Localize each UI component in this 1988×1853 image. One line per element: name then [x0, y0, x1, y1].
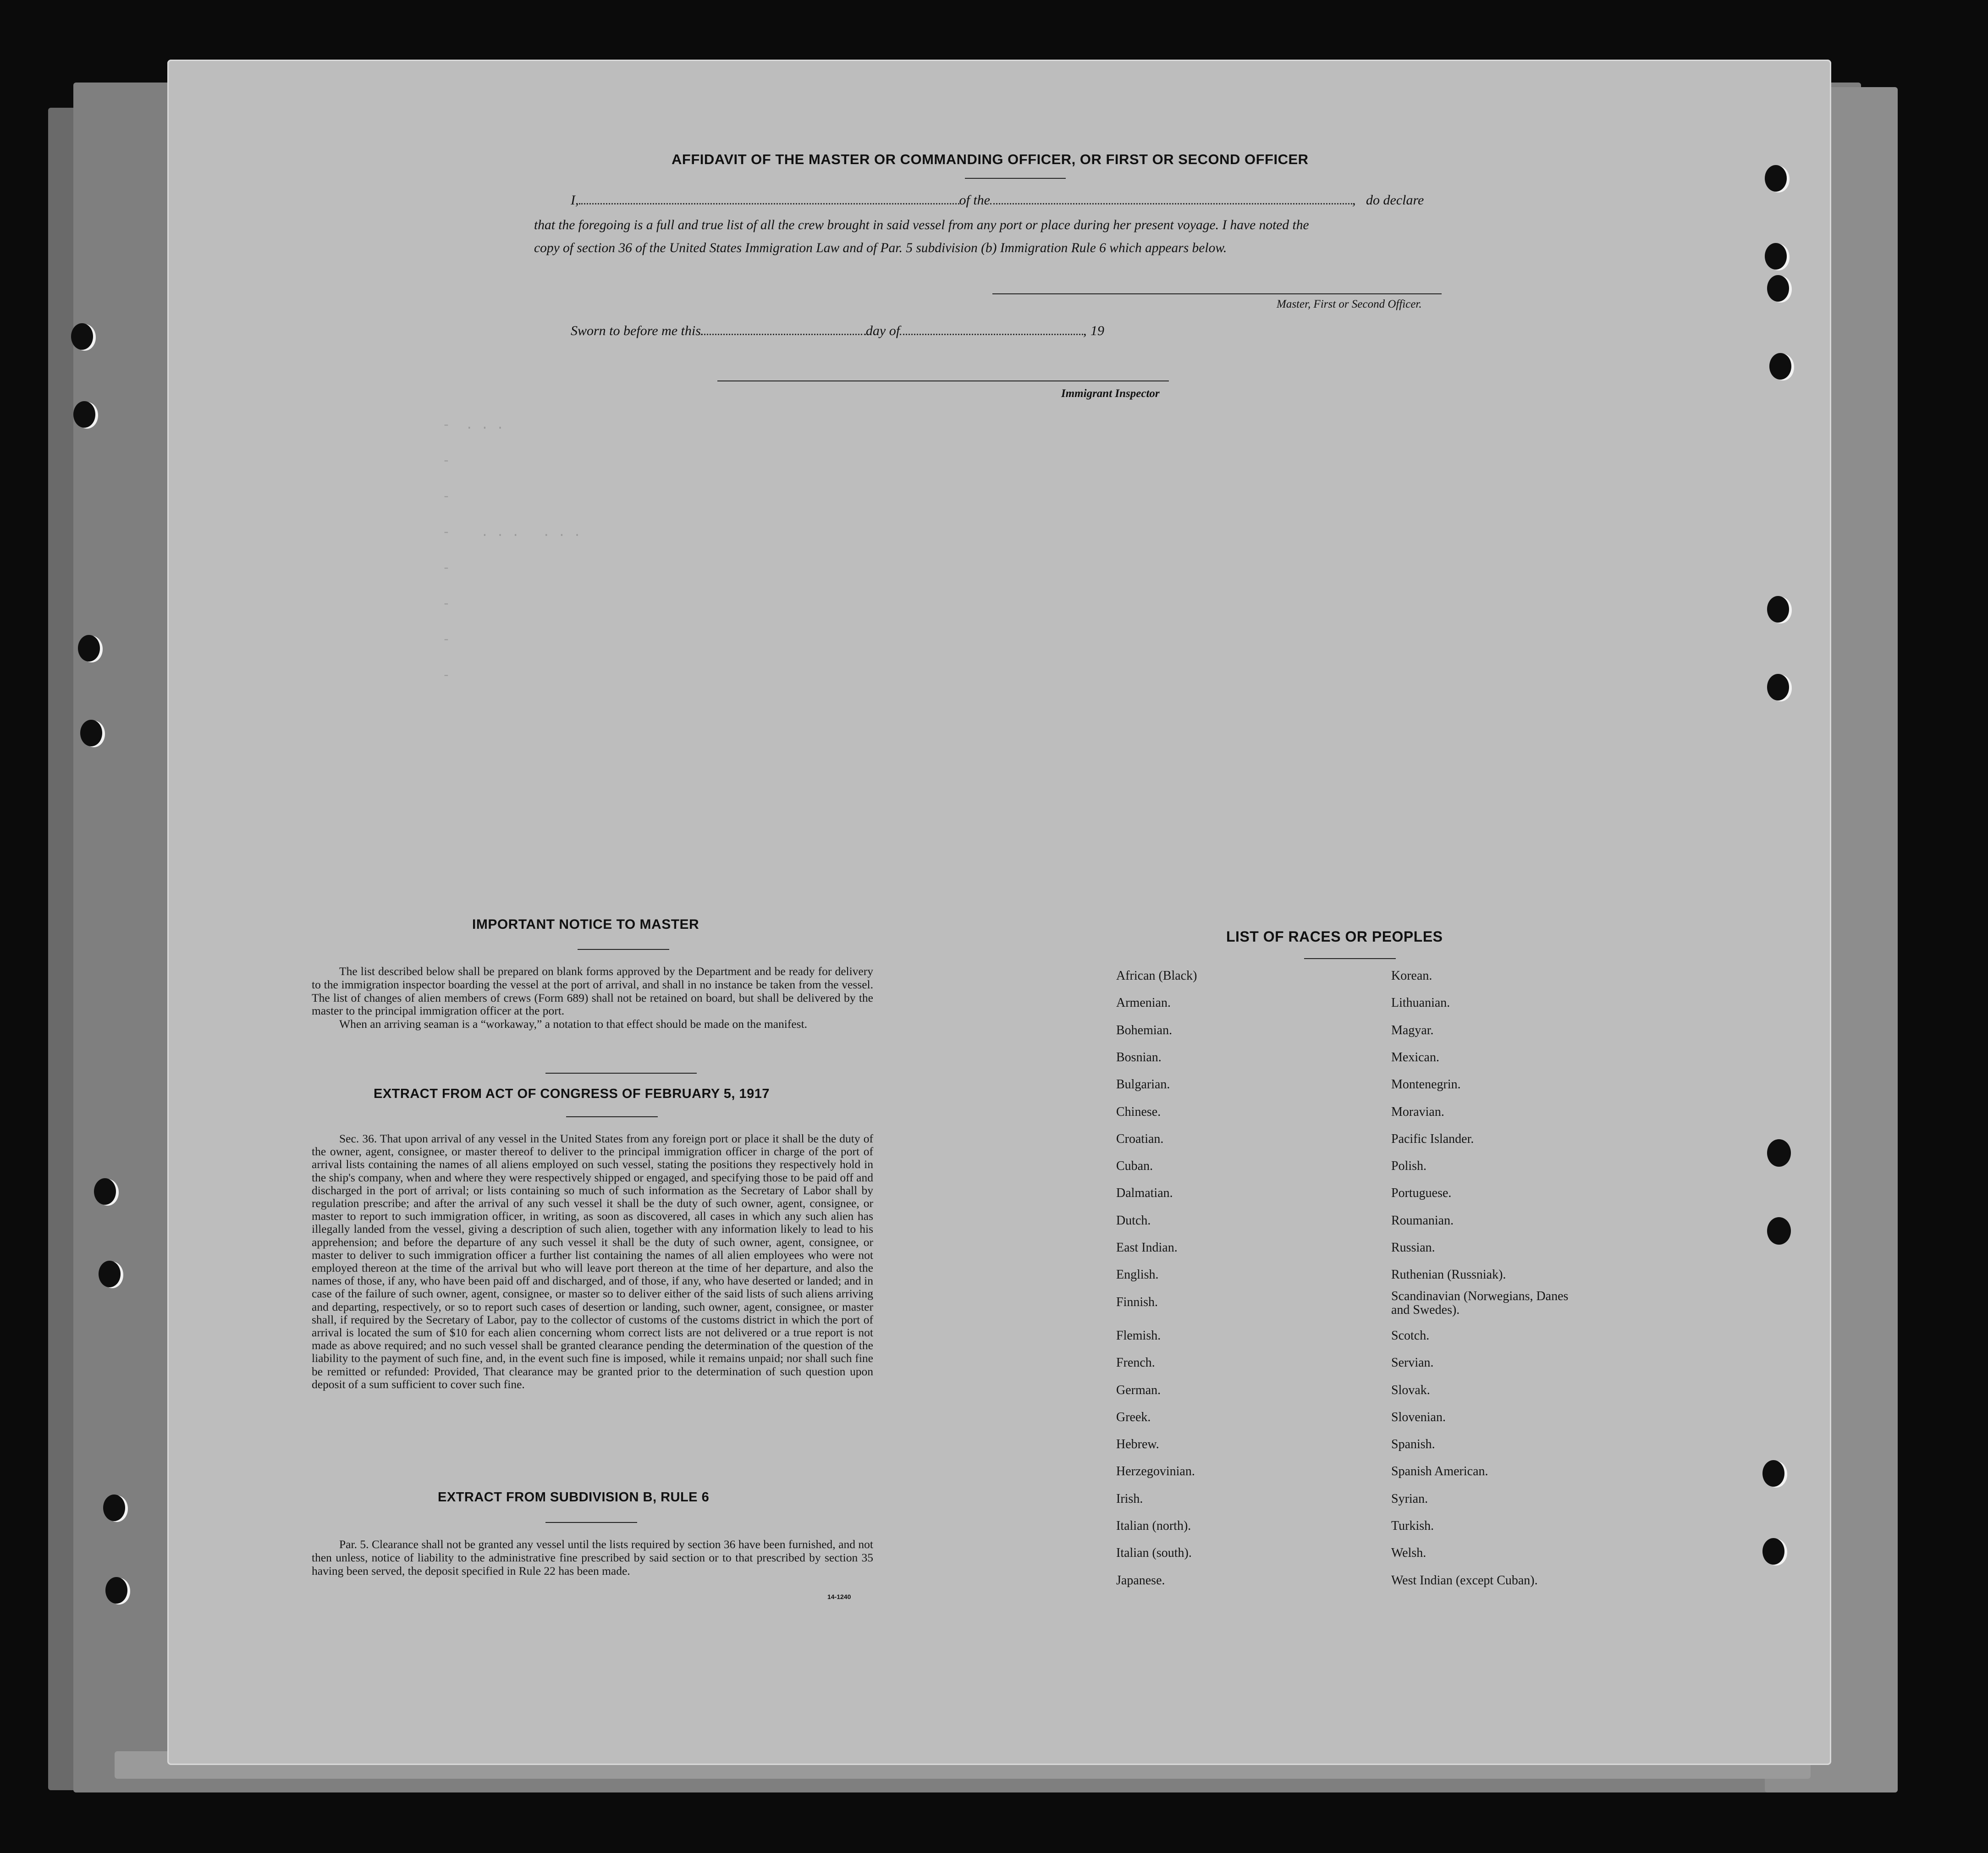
sworn-mid: day of	[865, 323, 900, 338]
notice-heading-rule	[578, 949, 669, 950]
race-item: French.	[1116, 1356, 1155, 1370]
paragraph-5-text: Par. 5. Clearance shall not be granted any vessel until the lists required by section 36 have been furnished, and not then unless, notice of liability to the administrative fine prescribed by said section or to that prescribed by section 35 having been served, the deposit specified in Rule 22 has been made.	[312, 1538, 873, 1577]
punch-hole	[73, 401, 95, 428]
race-item: Scandinavian (Norwegians, Danes and Swedes).	[1391, 1289, 1569, 1317]
race-item: Italian (south).	[1116, 1546, 1192, 1561]
affidavit-line-1-end: do declare	[1366, 193, 1424, 208]
notice-paragraph-2: When an arriving seaman is a “workaway,” a notation to that effect should be made on the manifest.	[339, 1017, 808, 1031]
inspector-caption: Immigrant Inspector	[1061, 387, 1160, 400]
race-item: Spanish.	[1391, 1437, 1435, 1452]
affidavit-line-1-start: I,	[571, 193, 579, 208]
signature-caption: Master, First or Second Officer.	[1277, 298, 1422, 310]
affidavit-heading-rule	[965, 178, 1066, 179]
punch-hole	[1762, 1460, 1784, 1487]
race-item: Hebrew.	[1116, 1437, 1159, 1452]
race-item: Dutch.	[1116, 1213, 1151, 1228]
race-item: Croatian.	[1116, 1131, 1164, 1146]
race-item: Mexican.	[1391, 1050, 1439, 1064]
race-item: Spanish American.	[1391, 1464, 1488, 1479]
notice-text	[312, 965, 873, 1031]
punch-hole	[1762, 1538, 1784, 1565]
race-item: Dalmatian.	[1116, 1186, 1173, 1201]
affidavit-heading: AFFIDAVIT OF THE MASTER OR COMMANDING OFFICER, OR FIRST OR SECOND OFFICER	[672, 151, 1309, 167]
race-item: Irish.	[1116, 1491, 1143, 1506]
section-36-text: Sec. 36. That upon arrival of any vessel in the United States from any foreign port or place it shall be the duty of the owner, agent, consignee, or master thereof to deliver to the principal immigration officer in charge of the port of arrival lists containing the names of all aliens employed on such vessel, stating the positions they respectively hold in the ship's company, when and where they were respectively shipped or engaged, and specifying those to be paid off and discharged in the port of arrival; or lists containing so much of such information as the Secretary of Labor shall by regulation prescribe; and after the arrival of any such vessel it shall be the duty of such owner, agent, consignee, or master to report to such immigration officer, in writing, as soon as discovered, all cases in which any such alien has illegally landed from the vessel, giving a description of such alien, together with any information likely to lead to his apprehension; and before the departure of any such vessel it shall be the duty of such owner, agent, consignee, or master to deliver to such immigration officer a further list containing the names of all alien employees who were not employed thereon at the time of the arrival but who will leave port thereon at the time of her departure, and also the names of those, if any, who have been paid off and discharged, and of those, if any, who have deserted or landed; and in case of the failure of such owner, agent, consignee, or master so to deliver either of the said lists of such aliens arriving and departing, respectively, or so to report such cases of desertion or landing, such owner, agent, consignee, or master shall, if required by the Secretary of Labor, pay to the collector of customs of the customs district in which the port of arrival is located the sum of $10 for each alien concerning whom correct lists are not delivered or a true report is not made as above required; and no such vessel shall be granted clearance pending the determination of the question of the liability to the payment of such fine, and, in the event such fine is imposed, while it remains unpaid; nor shall such fine be remitted or refunded: Provided, That clearance may be granted prior to the determination of such question upon deposit of a sum sufficient to cover such fine.	[312, 1132, 873, 1391]
race-item: Ruthenian (Russniak).	[1391, 1268, 1506, 1282]
act-extract-heading: EXTRACT FROM ACT OF CONGRESS OF FEBRUARY 5, 1917	[374, 1086, 770, 1101]
race-item: Bulgarian.	[1116, 1077, 1170, 1092]
punch-hole	[105, 1577, 127, 1604]
race-item: Russian.	[1391, 1241, 1435, 1255]
vessel-blank[interactable]	[990, 203, 1352, 204]
rule-extract-text	[312, 1538, 873, 1577]
race-item: German.	[1116, 1383, 1161, 1397]
race-item: Moravian.	[1391, 1104, 1444, 1119]
sworn-line: Sworn to before me this day of , 19	[571, 323, 1105, 338]
affidavit-line-2: that the foregoing is a full and true list of all the crew brought in said vessel from any port or place during her present voyage. I have noted the	[534, 218, 1309, 232]
notice-end-rule	[545, 1073, 697, 1074]
race-item: African (Black)	[1116, 969, 1197, 983]
race-item: English.	[1116, 1268, 1159, 1282]
race-item: Scotch.	[1391, 1328, 1430, 1343]
punch-hole	[94, 1178, 116, 1205]
punch-hole	[1767, 275, 1789, 302]
punch-hole	[99, 1261, 121, 1287]
sworn-end: 19	[1090, 323, 1105, 338]
races-heading: LIST OF RACES OR PEOPLES	[1226, 928, 1443, 945]
punch-hole	[103, 1495, 125, 1521]
race-item: Finnish.	[1116, 1295, 1158, 1309]
punch-hole	[80, 720, 102, 746]
race-item: Servian.	[1391, 1356, 1434, 1370]
race-item: Herzegovinian.	[1116, 1464, 1195, 1479]
rule-extract-heading: EXTRACT FROM SUBDIVISION B, RULE 6	[438, 1490, 710, 1505]
race-item: Welsh.	[1391, 1546, 1426, 1561]
affidavit-line-3: copy of section 36 of the United States Immigration Law and of Par. 5 subdivision (b) Immigration Rule 6 which appears below.	[534, 241, 1227, 255]
race-item: Cuban.	[1116, 1159, 1153, 1174]
race-item: Italian (north).	[1116, 1519, 1191, 1533]
race-item: Lithuanian.	[1391, 996, 1450, 1010]
race-item: Slovak.	[1391, 1383, 1430, 1397]
sworn-start: Sworn to before me this	[571, 323, 701, 338]
punch-hole	[1769, 353, 1791, 380]
race-item: Magyar.	[1391, 1023, 1434, 1037]
races-heading-rule	[1304, 958, 1396, 959]
race-item: Pacific Islander.	[1391, 1131, 1474, 1146]
race-item: Syrian.	[1391, 1491, 1428, 1506]
race-item: Montenegrin.	[1391, 1077, 1461, 1092]
punch-hole	[1765, 243, 1787, 270]
race-item: Flemish.	[1116, 1328, 1161, 1343]
race-item: West Indian (except Cuban).	[1391, 1573, 1538, 1588]
race-item: East Indian.	[1116, 1241, 1178, 1255]
punch-hole	[1767, 1139, 1791, 1167]
race-item: Japanese.	[1116, 1573, 1165, 1588]
day-blank[interactable]	[701, 333, 866, 335]
punch-hole	[71, 323, 93, 350]
race-item: Portuguese.	[1391, 1186, 1452, 1201]
notice-paragraph-1: The list described below shall be prepared on blank forms approved by the Department and be ready for delivery to the immigration inspector boarding the vessel at the port of arrival, and shall in no instance be taken from the vessel. The list of changes of alien members of crews (Form 689) shall not be retained on board, but shall be delivered by the master to the principal immigration officer at the port.	[312, 965, 873, 1018]
form-number: 14-1240	[827, 1593, 851, 1600]
affidavit-line-1: I, of the , do declare	[571, 193, 1424, 208]
rule-extract-heading-rule	[545, 1522, 637, 1523]
race-item: Roumanian.	[1391, 1213, 1454, 1228]
race-item: Turkish.	[1391, 1519, 1434, 1533]
punch-hole	[78, 635, 100, 662]
signature-line[interactable]	[992, 293, 1442, 294]
race-item: Bosnian.	[1116, 1050, 1162, 1064]
affidavit-line-1-mid: of the	[959, 193, 990, 208]
punch-hole	[1767, 674, 1789, 700]
race-item: Korean.	[1391, 969, 1432, 983]
notice-heading: IMPORTANT NOTICE TO MASTER	[472, 917, 699, 932]
act-extract-heading-rule	[566, 1116, 658, 1117]
race-item: Armenian.	[1116, 996, 1171, 1010]
act-extract-text	[312, 1132, 873, 1391]
race-item: Greek.	[1116, 1410, 1151, 1424]
race-item: Bohemian.	[1116, 1023, 1173, 1037]
punch-hole	[1767, 1217, 1791, 1245]
month-blank[interactable]	[900, 333, 1083, 335]
punch-hole	[1765, 165, 1787, 192]
name-blank[interactable]	[579, 203, 959, 204]
punch-hole	[1767, 596, 1789, 623]
race-item: Chinese.	[1116, 1104, 1161, 1119]
race-item: Polish.	[1391, 1159, 1427, 1174]
bleed-through-marks: - . . . - - - . . . . . . - - - -	[442, 419, 581, 683]
manifest-back-page	[167, 60, 1831, 1765]
race-item: Slovenian.	[1391, 1410, 1446, 1424]
